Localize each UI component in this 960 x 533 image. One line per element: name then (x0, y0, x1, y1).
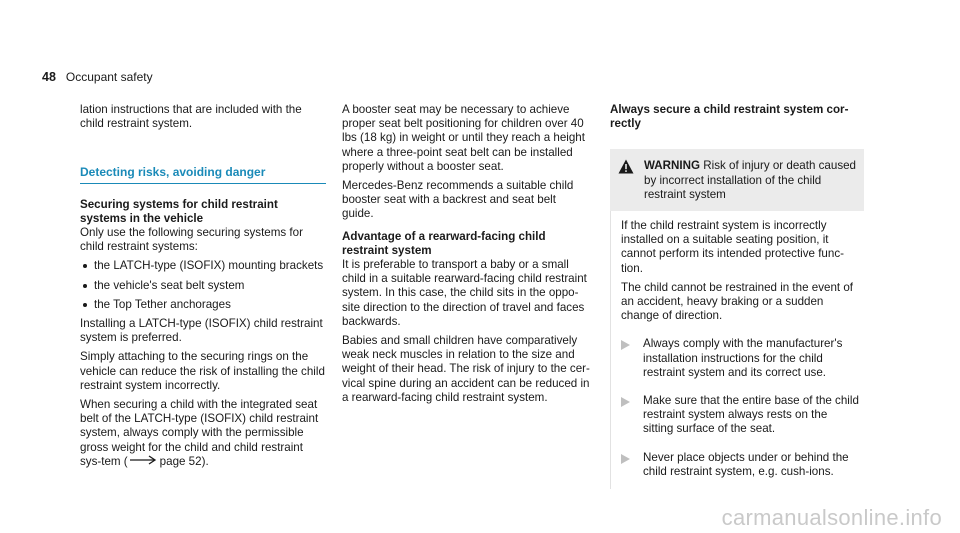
page-number: 48 (42, 70, 56, 84)
watermark: carmanualsonline.info (721, 504, 942, 530)
lead-text: Only use the following securing systems for child restraint systems: (80, 226, 303, 254)
column-left (80, 103, 326, 474)
step-item: Make sure that the entire base of the child restraint system always rests on the sitting surface of the seat. (621, 394, 860, 437)
paragraph: The child cannot be restrained in the event of an accident, heavy braking or a sudden change of direction. (621, 280, 854, 323)
securing-systems-list (80, 259, 326, 312)
step-item: Always comply with the manufacturer's installation instructions for the child restraint system and its correct use. (621, 337, 860, 380)
paragraph: Mercedes-Benz recommends a suitable child booster seat with a backrest and seat belt guide. (342, 179, 574, 221)
paragraph: Babies and small children have comparatively weak neck muscles in relation to the size and weight of their head. The risk of injury to the cer-vical spine during an accident can be reduced in a rearward-facing child restraint system. (342, 334, 590, 404)
warning-text (644, 159, 856, 202)
column-middle (342, 103, 590, 410)
bullet-icon (83, 303, 87, 307)
intro-text: lation instructions that are included with the child restraint system. (80, 103, 302, 131)
paragraph: Simply attaching to the securing rings on the vehicle can reduce the risk of installing the child restraint system incorrectly. (80, 350, 325, 392)
list-item: the Top Tether anchorages (80, 298, 326, 312)
subheading: Advantage of a rearward-facing child restraint system (342, 229, 546, 257)
page-reference-link[interactable]: page 52 (159, 455, 202, 469)
subheading: Always secure a child restraint system cor-rectly (610, 103, 849, 131)
paragraph: A booster seat may be necessary to achieve proper seat belt positioning for children over 40 lbs (18 kg) in weight or until they reach a height where a three-point seat belt can be installed properly without a booster seat. (342, 103, 585, 173)
paragraph: Installing a LATCH-type (ISOFIX) child restraint system is preferred. (80, 317, 323, 345)
bullet-icon (83, 284, 87, 288)
column-right (610, 103, 864, 489)
section-heading: Detecting risks, avoiding danger (80, 165, 326, 183)
page-header (42, 70, 153, 84)
list-item: the vehicle's seat belt system (80, 279, 326, 293)
play-triangle-icon (621, 337, 643, 380)
play-triangle-icon (621, 451, 643, 479)
paragraph: It is preferable to transport a baby or a small child in a suitable rearward-facing child restraint system. In this case, the child sits in the oppo-site direction to the direction of travel and faces backwards. (342, 258, 587, 328)
bullet-icon (83, 264, 87, 268)
subheading: Securing systems for child restraint systems in the vehicle (80, 197, 278, 225)
warning-box (610, 149, 864, 211)
section-title: Occupant safety (65, 70, 153, 84)
paragraph: If the child restraint system is incorrectly installed on a suitable seating position, it cannot perform its intended protective func-tion. (621, 219, 844, 275)
warning-triangle-icon (618, 159, 644, 202)
paragraph: When securing a child with the integrated seat belt of the LATCH-type (ISOFIX) child restraint system, always comply with the permissible gross weight for the child and child restraint sys-tem ( page 52). (80, 398, 319, 469)
list-item: the LATCH-type (ISOFIX) mounting brackets (80, 259, 326, 273)
play-triangle-icon (621, 394, 643, 437)
warning-description: Risk of injury or death caused by incorrect installation of the child restraint system (644, 159, 857, 201)
arrow-right-icon (130, 455, 158, 469)
warning-body (610, 211, 864, 489)
warning-label: WARNING (644, 159, 701, 173)
step-item: Never place objects under or behind the child restraint system, e.g. cush-ions. (621, 451, 860, 479)
